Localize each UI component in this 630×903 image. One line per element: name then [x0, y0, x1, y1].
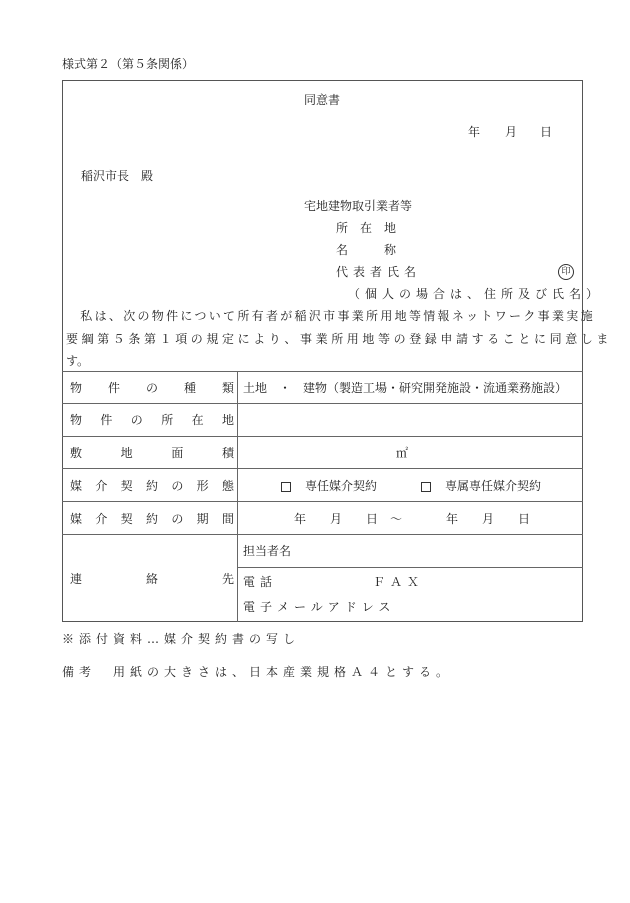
table-top-border: [62, 371, 583, 372]
consent-form-box: [62, 80, 583, 622]
applicant-heading: 宅地建物取引業者等: [304, 199, 413, 213]
option-label: 専属専任媒介契約: [445, 479, 542, 493]
option-label: 専任媒介契約: [305, 479, 378, 493]
row-label-contract-period: 媒介契約の期間: [70, 512, 234, 526]
row-divider: [62, 468, 583, 469]
period-to: 年 月 日: [446, 512, 531, 526]
body-line-1: 私は、次の物件について所有者が稲沢市事業所用地等情報ネットワーク事業実施: [66, 309, 595, 323]
row-label-site-area: 敷地面積: [70, 446, 234, 460]
row-divider: [62, 403, 583, 404]
address-label: 所 在 地: [336, 221, 397, 235]
addressee: 稲沢市長 殿: [81, 169, 154, 183]
property-location-field[interactable]: [243, 413, 579, 429]
row-divider: [62, 534, 583, 535]
name-label: 名 称: [336, 243, 397, 257]
property-type-value: 土地 ・ 建物（製造工場・研究開発施設・流通業務施設）: [243, 381, 568, 395]
remarks: 備考 用紙の大きさは、日本産業規格Ａ４とする。: [62, 665, 454, 679]
fax-label: ＦＡＸ: [373, 575, 425, 589]
column-divider: [237, 371, 238, 622]
checkbox[interactable]: [421, 482, 431, 492]
row-divider: [62, 501, 583, 502]
row-divider: [62, 436, 583, 437]
contact-person-label: 担当者名: [243, 544, 292, 558]
body-line-3: す。: [66, 354, 90, 368]
form-number: 様式第２（第５条関係）: [62, 57, 195, 71]
period-from: 年 月 日 ～: [294, 512, 403, 526]
option-exclusive[interactable]: [281, 479, 377, 493]
attachment-note: ※添付資料…媒介契約書の写し: [62, 632, 301, 646]
individual-note: （個人の場合は、住所及び氏名）: [348, 287, 604, 301]
row-label-contract-type: 媒介契約の形態: [70, 479, 234, 493]
representative-label: 代表者氏名: [336, 265, 422, 279]
row-label-property-type: 物件の種類: [70, 381, 234, 395]
row-label-contact: 連絡先: [70, 572, 234, 586]
option-exclusive-dedicated[interactable]: [421, 479, 541, 493]
form-title: 同意書: [304, 93, 341, 107]
email-label: 電子メールアドレス: [243, 600, 396, 614]
row-divider: [237, 567, 583, 568]
site-area-unit: ㎡: [396, 446, 409, 460]
date-day: 日: [540, 125, 553, 139]
seal-mark: 印: [558, 264, 574, 280]
date-year: 年: [468, 125, 481, 139]
checkbox[interactable]: [281, 482, 291, 492]
date-month: 月: [505, 125, 518, 139]
row-label-property-location: 物件の所在地: [70, 413, 234, 427]
phone-label: 電話: [243, 575, 278, 589]
body-line-2: 要綱第５条第１項の規定により、事業所用地等の登録申請することに同意しま: [66, 332, 613, 346]
